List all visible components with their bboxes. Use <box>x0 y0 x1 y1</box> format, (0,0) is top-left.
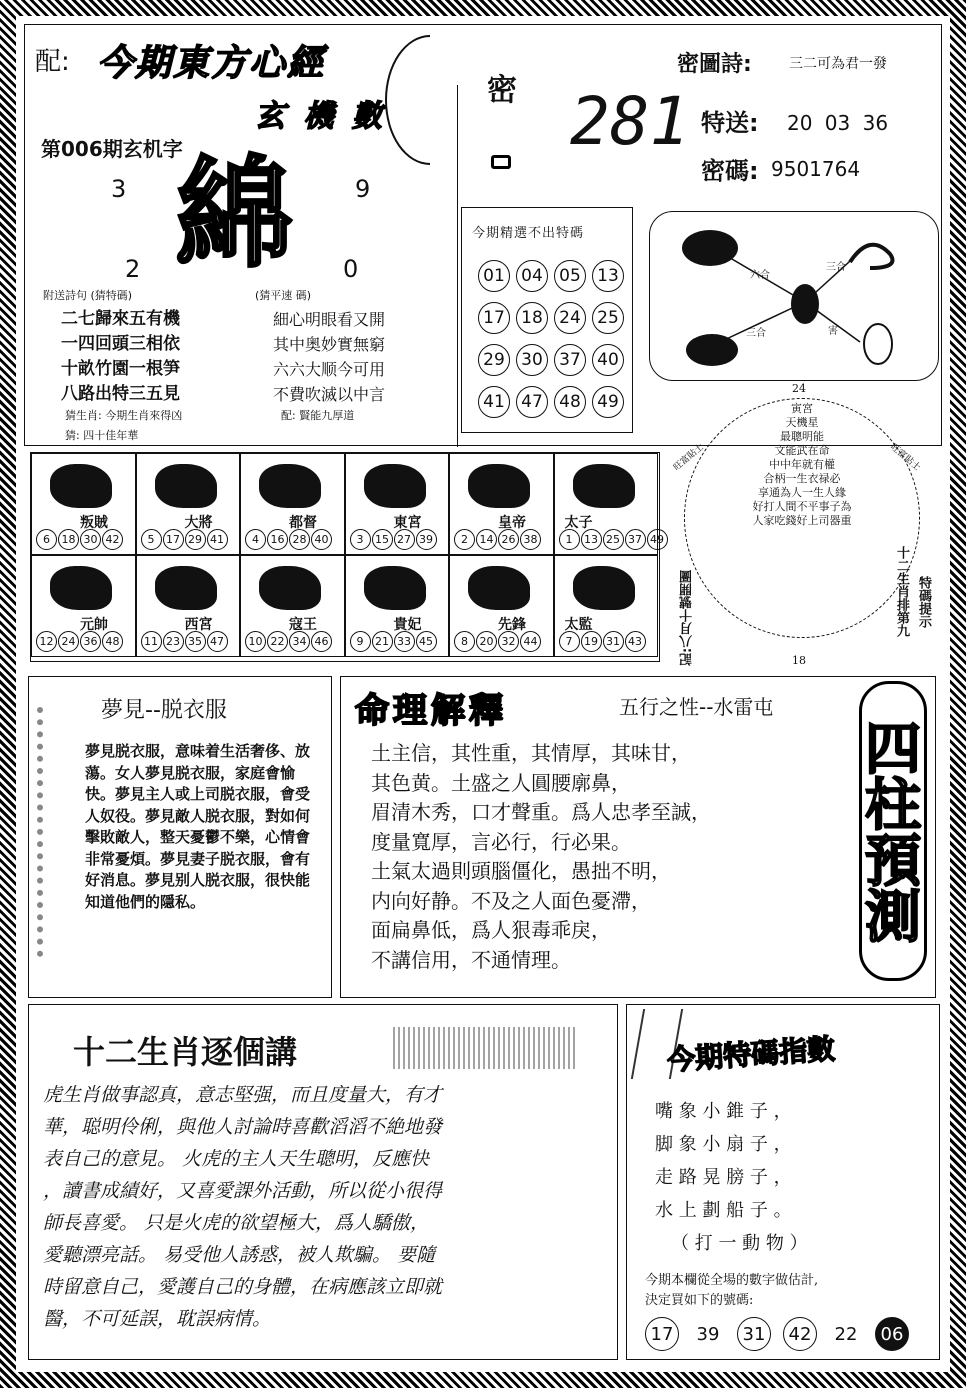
zodiac-numbers <box>36 529 123 550</box>
zodiac-number: 1 <box>559 529 580 550</box>
zodiac-numbers <box>559 631 646 652</box>
zodiac-number: 33 <box>394 631 415 652</box>
jingxuan-number: 05 <box>554 260 586 292</box>
shengxiao-line: 愛聽漂亮話。 易受他人誘惑，被人欺騙。 要隨 <box>43 1244 436 1266</box>
zodiac-number: 37 <box>625 529 646 550</box>
zodiac-animal-icon <box>50 566 112 610</box>
mingli-line: 眉清木秀，口才聲重。爲人忠孝至誠， <box>371 800 711 824</box>
zodiac-numbers <box>454 529 541 550</box>
zodiac-name: 太子 <box>564 515 593 531</box>
mitu-text: 三二可為君一發 <box>789 56 887 72</box>
zhishu-number: 42 <box>783 1317 817 1351</box>
zodiac-number: 49 <box>647 529 668 550</box>
poem-line: 細心明眼看又開 <box>273 310 386 329</box>
jingxuan-number: 17 <box>478 302 510 334</box>
zodiac-name: 先鋒 <box>498 617 526 633</box>
fortune-line: 天機星 <box>785 416 819 429</box>
mingli-side: 四柱預測 <box>859 681 927 981</box>
zodiac-animal-icon <box>573 566 635 610</box>
shengxiao-line: 虎生肖做事認真，意志堅强，而且度量大，有才 <box>43 1084 443 1106</box>
corner-num-tl: 3 <box>111 175 127 203</box>
fortune-line: 享通為人一生人緣 <box>758 486 846 499</box>
zodiac-name: 元帥 <box>80 617 108 633</box>
poem-left-label: 附送詩句 (猜特碼) <box>43 289 133 302</box>
zodiac-numbers <box>350 529 437 550</box>
zodiac-number: 45 <box>416 631 437 652</box>
zodiac-number: 42 <box>102 529 123 550</box>
zhishu-number: 22 <box>834 1323 858 1345</box>
zodiac-cell <box>240 555 345 657</box>
poem-line: 二七歸來五有機 <box>61 309 180 329</box>
zhishu-panel <box>626 1004 940 1360</box>
jingxuan-number: 48 <box>554 386 586 418</box>
zodiac-name: 大將 <box>184 515 213 531</box>
jingxuan-title: 今期精選不出特碼 <box>472 226 585 241</box>
zodiac-cell <box>240 453 345 555</box>
zhishu-number: 06 <box>875 1317 909 1351</box>
zhishu-numbers <box>645 1317 909 1351</box>
shengxiao-line: 表自己的意見。 火虎的主人天生聰明，反應快 <box>43 1148 430 1170</box>
zodiac-number: 41 <box>207 529 228 550</box>
zodiac-cell <box>449 555 554 657</box>
zodiac-cell <box>31 555 136 657</box>
zodiac-numbers <box>36 631 123 652</box>
fortune-top-num: 24 <box>792 382 806 395</box>
riddle-line: 走 路 晃 膀 子 ， <box>655 1167 792 1188</box>
zodiac-number: 44 <box>520 631 541 652</box>
mingli-line: 内向好静。不及之人面色憂滯， <box>371 888 651 913</box>
zodiac-animal-icon <box>468 464 530 508</box>
poem-left <box>61 307 180 407</box>
zodiac-number: 5 <box>141 529 162 550</box>
zodiac-number: 9 <box>350 631 371 652</box>
vertical-divider <box>457 85 458 447</box>
zodiac-number: 48 <box>102 631 123 652</box>
dream-text: 夢見脱衣服，意味着生活奢侈、放蕩。女人夢見脱衣服，家庭會愉快。夢見主人或上司脱衣服，會受人奴役。夢見敵人脱衣服，對如何擊敗敵人，整天憂鬱不樂，心情會非常憂煩。夢見妻子脱衣服，會有好消息。夢見别人脱衣服，很快能知道他們的隱私。 <box>85 742 311 911</box>
zodiac-number: 13 <box>581 529 602 550</box>
zodiac-number: 27 <box>394 529 415 550</box>
jingxuan-number: 41 <box>478 386 510 418</box>
poem-line: 八路出特三五見 <box>61 384 180 404</box>
tesong-value: 20 03 36 <box>787 111 889 135</box>
fortune-line: 人家吃錢好上司器重 <box>752 514 852 527</box>
zodiac-number: 24 <box>58 631 79 652</box>
fortune-vert-right2: 特碼提示 <box>916 576 931 628</box>
mima-label: 密碼: <box>701 157 759 185</box>
jingxuan-number: 37 <box>554 344 586 376</box>
zodiac-numbers <box>141 529 228 550</box>
zhishu-title: 今期特碼指數 <box>666 1032 837 1077</box>
zodiac-cell <box>136 453 241 555</box>
divider-circle <box>385 35 475 165</box>
jingxuan-number: 13 <box>592 260 624 292</box>
zodiac-number: 21 <box>372 631 393 652</box>
fortune-side-right: 旺富貼士 <box>888 442 923 474</box>
mingli-line: 土主信，其性重，其情厚，其味甘， <box>371 741 691 765</box>
fortune-bottom-num: 18 <box>792 654 806 667</box>
note-pei: 配: 賢能九厚道 <box>281 409 355 422</box>
zodiac-grid <box>30 452 664 662</box>
fortune-vert-left: 記:八月十號開圖 <box>680 569 695 666</box>
fortune-line: 文能武在命 <box>774 444 830 457</box>
zodiac-number: 40 <box>311 529 332 550</box>
zodiac-name: 叛賊 <box>80 515 108 531</box>
mingli-lines <box>371 739 711 975</box>
shengxiao-title: 十二生肖逐個講 <box>73 1033 298 1071</box>
zodiac-cell <box>345 555 450 657</box>
zodiac-number: 10 <box>245 631 266 652</box>
zodiac-animal-icon <box>259 566 321 610</box>
zodiac-cell <box>449 453 554 555</box>
zodiac-numbers <box>559 529 668 550</box>
zodiac-name: 都督 <box>289 515 317 531</box>
sanhe-label: 害 <box>828 326 838 337</box>
riddle-line: 水 上 劃 船 子 。 <box>655 1200 792 1221</box>
zodiac-number: 6 <box>36 529 57 550</box>
riddle-line: （ 打 一 動 物 ） <box>671 1233 808 1254</box>
fortune-vert-right: 十二生肖排第九 <box>894 546 909 637</box>
jingxuan-number: 25 <box>592 302 624 334</box>
sanhe-diagram <box>649 211 939 381</box>
riddle-line: 脚 象 小 扇 子 ， <box>655 1134 792 1155</box>
fortune-side-left: 旺富貼士 <box>671 442 706 474</box>
jingxuan-box <box>461 207 633 433</box>
corner-num-bl: 2 <box>125 255 141 283</box>
zodiac-number: 28 <box>289 529 310 550</box>
zodiac-name: 貴妃 <box>393 617 422 633</box>
circle-mark <box>491 155 511 169</box>
zhishu-note2: 決定買如下的號碼: <box>645 1293 754 1308</box>
poem-right <box>273 307 385 407</box>
jingxuan-number: 04 <box>516 260 548 292</box>
poem-line: 其中奥妙實無窮 <box>273 335 386 354</box>
jingxuan-number: 24 <box>554 302 586 334</box>
zhishu-number: 17 <box>645 1317 679 1351</box>
jingxuan-number: 29 <box>478 344 510 376</box>
zodiac-number: 46 <box>311 631 332 652</box>
zodiac-cell <box>345 453 450 555</box>
zodiac-numbers <box>245 529 332 550</box>
pei-label: 配: <box>35 47 70 77</box>
zodiac-number: 38 <box>520 529 541 550</box>
sanhe-label: 六合 <box>750 270 770 281</box>
zodiac-numbers <box>245 631 332 652</box>
zodiac-animal-icon <box>364 464 426 508</box>
zodiac-number: 26 <box>498 529 519 550</box>
jingxuan-number: 40 <box>592 344 624 376</box>
zodiac-name: 西宮 <box>184 617 213 633</box>
note-shengxiao: 猜生肖: 今期生肖來得凶 <box>65 409 183 422</box>
big-char: 綿 <box>175 144 294 283</box>
zodiac-number: 22 <box>267 631 288 652</box>
poem-line: 十畝竹園一根笋 <box>61 359 180 379</box>
dream-panel <box>28 676 332 998</box>
zodiac-name: 東宮 <box>393 515 422 531</box>
zhishu-note1: 今期本欄從全場的數字做估計, <box>645 1273 819 1288</box>
jingxuan-number: 47 <box>516 386 548 418</box>
fortune-line: 中中年就有權 <box>769 458 835 471</box>
zodiac-number: 12 <box>36 631 57 652</box>
zodiac-animal-icon <box>468 566 530 610</box>
zodiac-cell <box>554 555 659 657</box>
zodiac-number: 19 <box>581 631 602 652</box>
shengxiao-panel <box>28 1004 618 1360</box>
zodiac-animal-icon <box>364 566 426 610</box>
zodiac-cell <box>554 453 664 555</box>
fortune-line: 合柄一生衣禄必 <box>763 472 841 485</box>
zodiac-cell <box>136 555 241 657</box>
zodiac-number: 32 <box>498 631 519 652</box>
zodiac-number: 3 <box>350 529 371 550</box>
jingxuan-number: 30 <box>516 344 548 376</box>
mingli-title: 命理解釋 <box>355 691 507 731</box>
hand-number: 281 <box>570 83 690 160</box>
zodiac-number: 31 <box>603 631 624 652</box>
mi-char: 密 <box>487 73 517 108</box>
zodiac-cell <box>31 453 136 555</box>
corner-num-tr: 9 <box>355 175 371 203</box>
zodiac-number: 2 <box>454 529 475 550</box>
zodiac-number: 29 <box>185 529 206 550</box>
jingxuan-grid <box>478 260 628 418</box>
shengxiao-stamp <box>393 1027 577 1069</box>
zhishu-number: 39 <box>696 1323 720 1345</box>
zodiac-animal-icon <box>573 464 635 508</box>
poem-line: 不費吹滅以中言 <box>273 385 386 404</box>
zodiac-numbers <box>350 631 437 652</box>
zodiac-number: 23 <box>163 631 184 652</box>
jingxuan-number: 18 <box>516 302 548 334</box>
mingli-line: 不講信用，不通情理。 <box>371 947 571 972</box>
zodiac-number: 4 <box>245 529 266 550</box>
sanhe-label: 三合 <box>746 328 766 339</box>
zodiac-number: 25 <box>603 529 624 550</box>
poem-right-label: (猜平速 碼) <box>255 289 312 302</box>
shengxiao-line: 華，聪明伶俐，與他人討論時喜歡滔滔不絶地發 <box>43 1116 443 1138</box>
zhishu-riddle <box>655 1095 808 1260</box>
zodiac-numbers <box>454 631 541 652</box>
jingxuan-number: 49 <box>592 386 624 418</box>
sanhe-lines <box>650 212 938 380</box>
zodiac-number: 43 <box>625 631 646 652</box>
zodiac-number: 16 <box>267 529 288 550</box>
zodiac-number: 11 <box>141 631 162 652</box>
mitu-label: 密圖詩: <box>677 52 752 77</box>
zodiac-number: 18 <box>58 529 79 550</box>
mima-value: 9501764 <box>771 157 861 181</box>
fortune-lines <box>714 402 890 528</box>
zodiac-number: 47 <box>207 631 228 652</box>
fortune-line: 最聰明能 <box>780 430 824 443</box>
shengxiao-line: 時留意自己，愛護自己的身體，在病應該立即就 <box>43 1276 443 1298</box>
zodiac-number: 35 <box>185 631 206 652</box>
zodiac-number: 8 <box>454 631 475 652</box>
zodiac-number: 36 <box>80 631 101 652</box>
zodiac-number: 39 <box>416 529 437 550</box>
zodiac-number: 20 <box>476 631 497 652</box>
zhishu-number: 31 <box>737 1317 771 1351</box>
zodiac-name: 太監 <box>564 617 593 633</box>
zodiac-name: 皇帝 <box>498 515 526 531</box>
zodiac-number: 7 <box>559 631 580 652</box>
zodiac-number: 17 <box>163 529 184 550</box>
shengxiao-line: 醫，不可延誤，耽誤病情。 <box>43 1308 272 1330</box>
corner-num-br: 0 <box>343 255 359 283</box>
shengxiao-line: 師長喜愛。 只是火虎的欲望極大，爲人驕傲， <box>43 1212 430 1234</box>
zodiac-animal-icon <box>155 464 217 508</box>
sanhe-label: 三合 <box>826 262 846 273</box>
zodiac-animal-icon <box>155 566 217 610</box>
note-guess: 猜: 四十佳年華 <box>65 429 139 442</box>
title-main: 今期東方心經 <box>97 42 326 84</box>
poem-line: 六六大顺今可用 <box>273 360 386 379</box>
fortune-line: 寅宮 <box>791 402 813 415</box>
mingli-line: 土氣太過則頭腦僵化，愚拙不明， <box>371 859 671 883</box>
dream-decor <box>37 707 79 957</box>
shengxiao-lines <box>43 1079 442 1335</box>
zodiac-animal-icon <box>259 464 321 508</box>
shengxiao-line: ，讀書成績好，又喜愛課外活動，所以從小很得 <box>43 1180 443 1202</box>
tesong-label: 特送: <box>701 109 759 137</box>
fortune-panel <box>664 376 940 672</box>
mingli-line: 其色黄。土盛之人圓腰廓鼻， <box>371 770 631 795</box>
jingxuan-number: 01 <box>478 260 510 292</box>
mingli-line: 面扁鼻低，爲人狠毒乖戾， <box>371 918 611 942</box>
mingli-line: 度量寬厚，言必行，行必果。 <box>371 829 631 854</box>
poem-line: 一四回頭三相依 <box>61 334 180 354</box>
dream-title: 夢見--脱衣服 <box>101 698 227 723</box>
zodiac-number: 14 <box>476 529 497 550</box>
issue-label: 第006期玄机字 <box>41 137 183 161</box>
zodiac-number: 34 <box>289 631 310 652</box>
title-sub: 玄 機 數 <box>255 99 386 134</box>
mingli-subtitle: 五行之性--水雷屯 <box>619 695 774 719</box>
zodiac-animal-icon <box>50 464 112 508</box>
zodiac-number: 30 <box>80 529 101 550</box>
riddle-line: 嘴 象 小 錐 子 ， <box>655 1101 792 1122</box>
zodiac-numbers <box>141 631 228 652</box>
mingli-panel <box>340 676 936 998</box>
zodiac-name: 寇王 <box>289 617 317 633</box>
zodiac-number: 15 <box>372 529 393 550</box>
fortune-line: 好打人間不平事子為 <box>752 500 852 513</box>
